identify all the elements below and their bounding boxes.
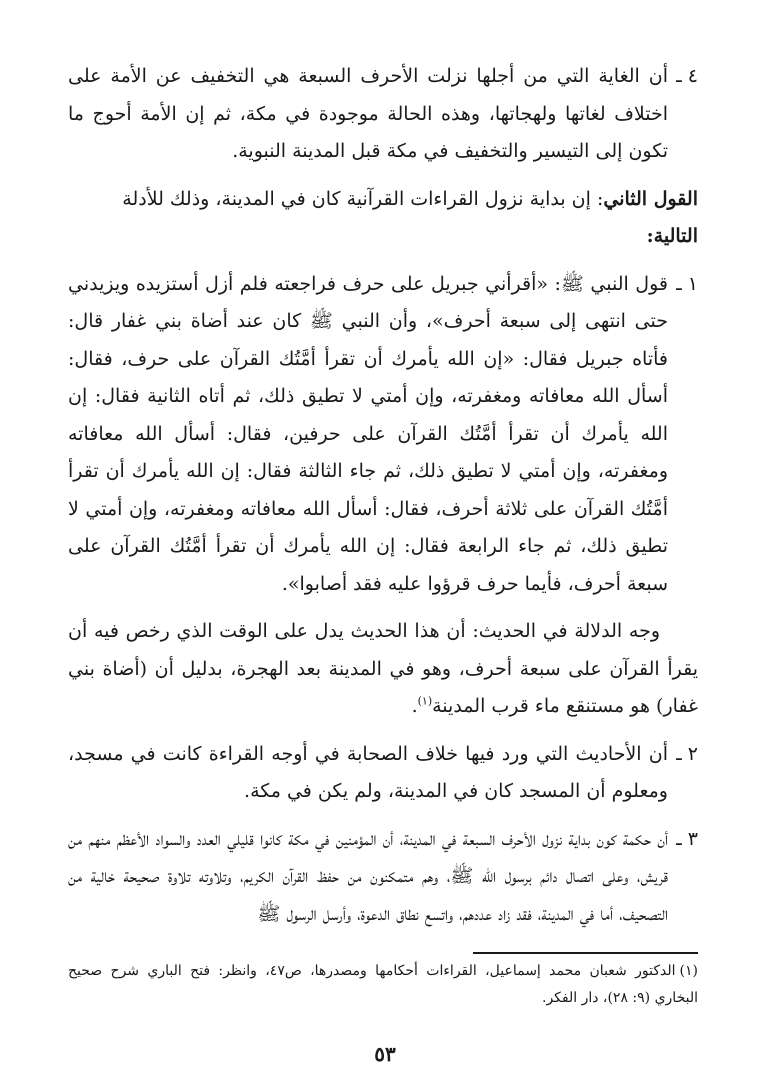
second-opinion-text: : إن بداية نزول القراءات القرآنية كان في المدينة، وذلك للأدلة bbox=[122, 187, 604, 210]
main-text bbox=[68, 58, 698, 943]
point-4-number: ٤ ـ bbox=[676, 65, 698, 87]
evidence-1-text: قول النبي ﷺ: «أقرأني جبريل على حرف فراجعته فلم أزل أستزيده ويزيدني حتى انتهى إلى سبعة أحرف»، وأن النبي ﷺ كان عند أضاة بني غفار قال: فأتاه جبريل فقال: «إن الله يأمرك أن تقرأ أمَّتُك القرآن على حرف، فقال: أسأل الله معافاته ومغفرته، وإن أمتي لا تطيق ذلك، ثم أتاه الثانية فقال: إن الله يأمرك أن تقرأ أمَّتُك القرآن على حرفين، فقال: أسأل الله معافاته ومغفرته، وإن أمتي لا تطيق ذلك، ثم جاء الثالثة فقال: إن الله يأمرك أن تقرأ أمَّتُك القرآن على ثلاثة أحرف، فقال: أسأل الله معافاته ومغفرته، وإن أمتي لا تطيق ذلك، ثم جاء الرابعة فقال: إن الله يأمرك أن تقرأ أمَّتُك القرآن على سبعة أحرف، فأيما حرف قرؤوا عليه فقد أصابوا». bbox=[68, 272, 668, 595]
second-opinion-paragraph bbox=[68, 181, 698, 256]
footnote-text: الدكتور شعبان محمد إسماعيل، القراءات أحكامها ومصدرها، ص٤٧، وانظر: فتح الباري شرح صحيح البخاري (٩: ٢٨)، دار الفكر. bbox=[68, 963, 698, 1006]
point-4 bbox=[68, 58, 698, 171]
evidence-1-number: ١ ـ bbox=[676, 272, 698, 295]
second-opinion-continuation: التالية: bbox=[646, 225, 698, 247]
evidence-3-text: أن حكمة كون بداية نزول الأحرف السبعة في المدينة، أن المؤمنين في مكة كانوا قليلي العدد والسواد الأعظم منهم من قريش، وعلى اتصال دائم برسول الله ﷺ، وهم متمكنون من حفظ القرآن الكريم، وتلاوته تلاوة صحيحة خالية من التصحيف، أما في المدينة، فقد زاد عددهم، واتسع نطاق الدعوة، وأرسل الرسول ﷺ bbox=[68, 827, 668, 925]
evidence-2-number: ٢ ـ bbox=[676, 742, 698, 765]
evidence-3 bbox=[68, 821, 698, 934]
footnote-reference[interactable]: (١) bbox=[417, 694, 433, 708]
page-number: ٥٣ bbox=[374, 1042, 396, 1066]
second-opinion-heading: القول الثاني bbox=[603, 187, 698, 210]
indication-text: وجه الدلالة في الحديث: أن هذا الحديث يدل على الوقت الذي رخص فيه أن يقرأ القرآن على سبعة أحرف، وهو في المدينة بعد الهجرة، بدليل أن (أضاة بني غفار) هو مستنقع ماء قرب المدينة bbox=[68, 620, 698, 717]
evidence-1 bbox=[68, 266, 698, 604]
evidence-2-text: أن الأحاديث التي ورد فيها خلاف الصحابة في أوجه القراءة كانت في مسجد، ومعلوم أن المسجد كان في المدينة، ولم يكن في مكة. bbox=[68, 742, 668, 802]
indication-paragraph bbox=[68, 613, 698, 726]
point-4-text: أن الغاية التي من أجلها نزلت الأحرف السبعة هي التخفيف عن الأمة على اختلاف لغاتها ولهجاتها، وهذه الحالة موجودة في مكة، ثم إن الأمة أحوج ما تكون إلى التيسير والتخفيف في مكة قبل المدينة النبوية. bbox=[68, 65, 668, 162]
footnote-divider bbox=[473, 952, 698, 954]
indication-end: . bbox=[411, 695, 418, 717]
evidence-3-number: ٣ ـ bbox=[676, 827, 698, 850]
footnote-mark: (١) bbox=[679, 963, 698, 979]
evidence-2 bbox=[68, 736, 698, 811]
footnote bbox=[68, 958, 698, 1012]
